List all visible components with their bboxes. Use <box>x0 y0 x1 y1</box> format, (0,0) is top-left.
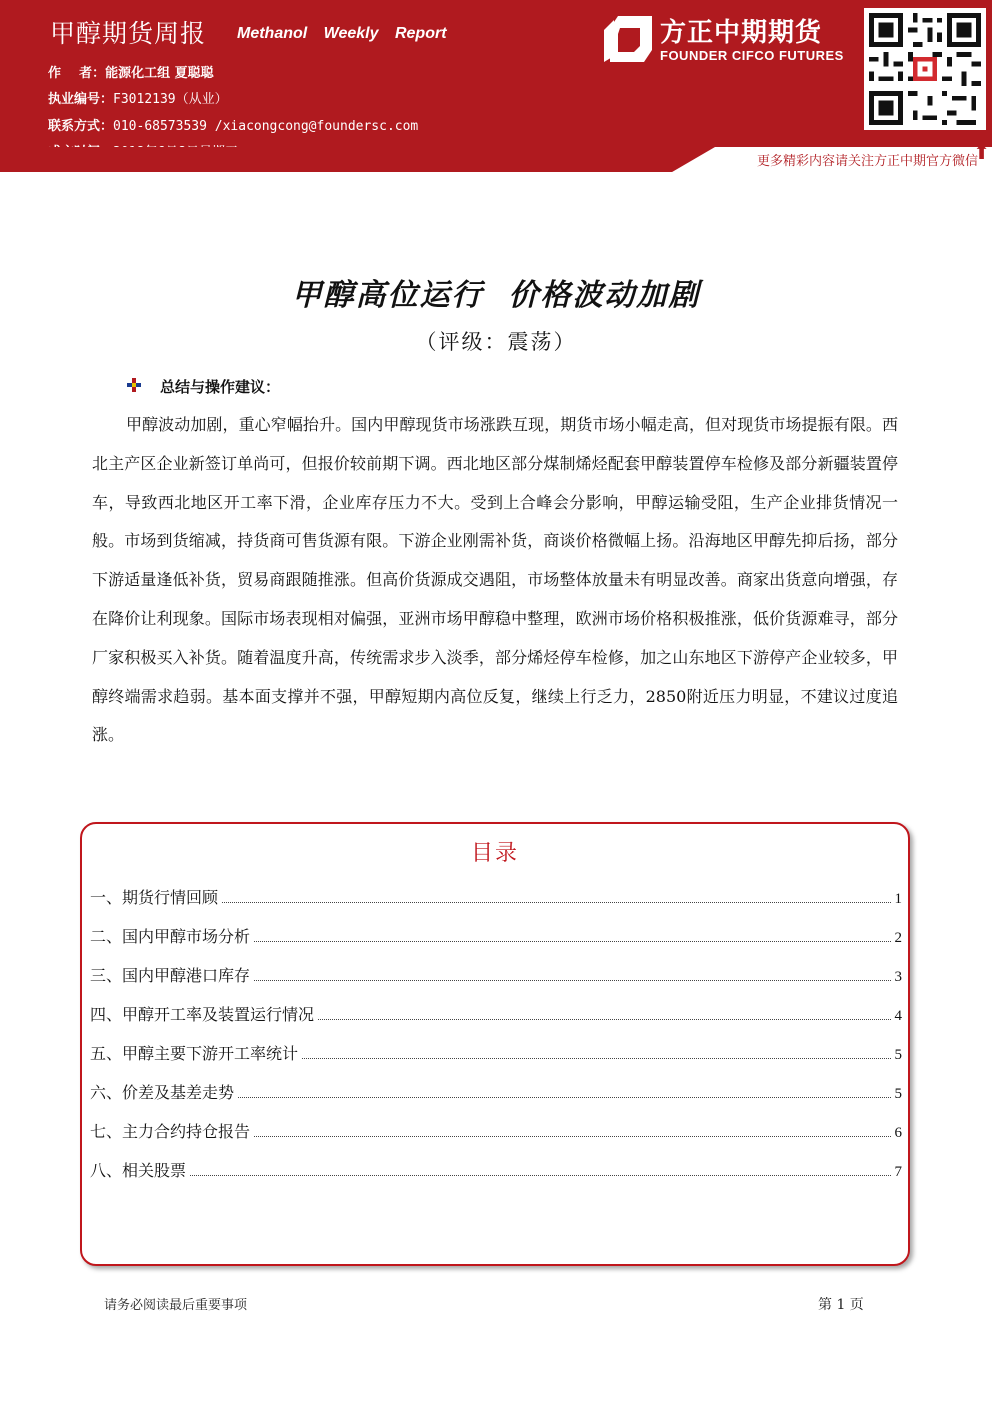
wechat-note: 更多精彩内容请关注方正中期官方微信 <box>756 154 978 169</box>
founder-logo-icon <box>604 16 652 62</box>
toc-leader <box>318 1019 890 1020</box>
toc-item-page: 4 <box>894 1008 902 1024</box>
up-arrow-icon: ⬆ <box>973 140 990 164</box>
license-row <box>48 88 228 107</box>
toc-leader <box>254 941 890 942</box>
toc-item-label: 二、国内甲醇市场分析 <box>90 927 251 946</box>
toc-item-page: 7 <box>894 1164 902 1180</box>
toc-item-label: 五、甲醇主要下游开工率统计 <box>90 1044 299 1063</box>
toc-item-label: 七、主力合约持仓报告 <box>90 1122 251 1141</box>
toc-item[interactable] <box>90 1118 902 1142</box>
qr-code-icon <box>864 8 986 130</box>
toc-leader <box>238 1097 890 1098</box>
header-bottom-red-band <box>0 147 715 172</box>
author-label: 作 者： <box>48 66 106 81</box>
footer-notice: 请务必阅读最后重要事项 <box>104 1298 248 1313</box>
contact-value: 010-68573539 /xiacongcong@foundersc.com <box>113 119 419 134</box>
toc-item-label: 三、国内甲醇港口库存 <box>90 966 251 985</box>
toc-title: 目录 <box>470 841 519 866</box>
summary-paragraph: 甲醇波动加剧，重心窄幅抬升。国内甲醇现货市场涨跌互现，期货市场小幅走高，但对现货市场提振有限。西北主产区企业新签订单尚可，但报价较前期下调。西北地区部分煤制烯烃配套甲醇装置停车检修及部分新疆装置停车，导致西北地区开工率下滑，企业库存压力不大。受到上合峰会分影响，甲醇运输受阻，生产企业排货情况一般。市场到货缩减，持货商可售货源有限。下游企业刚需补货，商谈价格微幅上扬。沿海地区甲醇先抑后扬，部分下游适量逢低补货，贸易商跟随推涨。但高价货源成交遇阻，市场整体放量未有明显改善。商家出货意向增强，存在降价让利现象。国际市场表现相对偏强，亚洲市场甲醇稳中整理，欧洲市场价格积极推涨，低价货源难寻，部分厂家积极买入补货。随着温度升高，传统需求步入淡季，部分烯烃停车检修，加之山东地区下游停产企业较多，甲醇终端需求趋弱。基本面支撑并不强，甲醇短期内高位反复，继续上行乏力，2850附近压力明显，不建议过度追涨。 <box>92 415 898 745</box>
toc-item-page: 3 <box>894 969 902 985</box>
section-bullet-icon <box>126 377 142 393</box>
contact-label: 联系方式： <box>48 119 114 134</box>
contact-row <box>48 115 418 134</box>
toc-item-label: 四、甲醇开工率及装置运行情况 <box>90 1005 315 1024</box>
toc-item-label: 六、价差及基差走势 <box>90 1083 235 1102</box>
toc-item-page: 1 <box>894 891 902 907</box>
toc-item-page: 5 <box>894 1086 902 1102</box>
toc-item-label: 一、期货行情回顾 <box>90 888 219 907</box>
page-number: 第 1 页 <box>818 1297 864 1313</box>
toc-item[interactable] <box>90 923 902 947</box>
toc-item-page: 2 <box>894 930 902 946</box>
toc-leader <box>190 1175 890 1176</box>
toc-item[interactable] <box>90 962 902 986</box>
table-of-contents <box>80 822 910 1266</box>
report-headline: 甲醇高位运行 价格波动加剧 <box>291 278 701 313</box>
toc-item[interactable] <box>90 1157 902 1181</box>
author-value: 能源化工组 夏聪聪 <box>105 66 214 81</box>
toc-leader <box>254 1136 890 1137</box>
logo-name-en: FOUNDER CIFCO FUTURES <box>660 48 844 63</box>
toc-item-label: 八、相关股票 <box>90 1161 187 1180</box>
toc-leader <box>254 980 890 981</box>
toc-item[interactable] <box>90 1079 902 1103</box>
toc-leader <box>222 902 890 903</box>
toc-item[interactable] <box>90 884 902 908</box>
toc-item-page: 5 <box>894 1047 902 1063</box>
toc-leader <box>302 1058 890 1059</box>
report-rating: （评级：震荡） <box>415 330 577 354</box>
license-label: 执业编号： <box>48 92 114 107</box>
report-title-en: Methanol Weekly Report <box>237 25 447 42</box>
author-row <box>48 62 214 81</box>
logo-name-cn: 方正中期期货 <box>660 18 823 48</box>
toc-item-page: 6 <box>894 1125 902 1141</box>
report-title-cn: 甲醇期货周报 <box>50 19 207 48</box>
toc-item[interactable] <box>90 1040 902 1064</box>
section-heading: 总结与操作建议： <box>160 378 281 396</box>
toc-item[interactable] <box>90 1001 902 1025</box>
license-value: F3012139（从业） <box>113 92 228 107</box>
